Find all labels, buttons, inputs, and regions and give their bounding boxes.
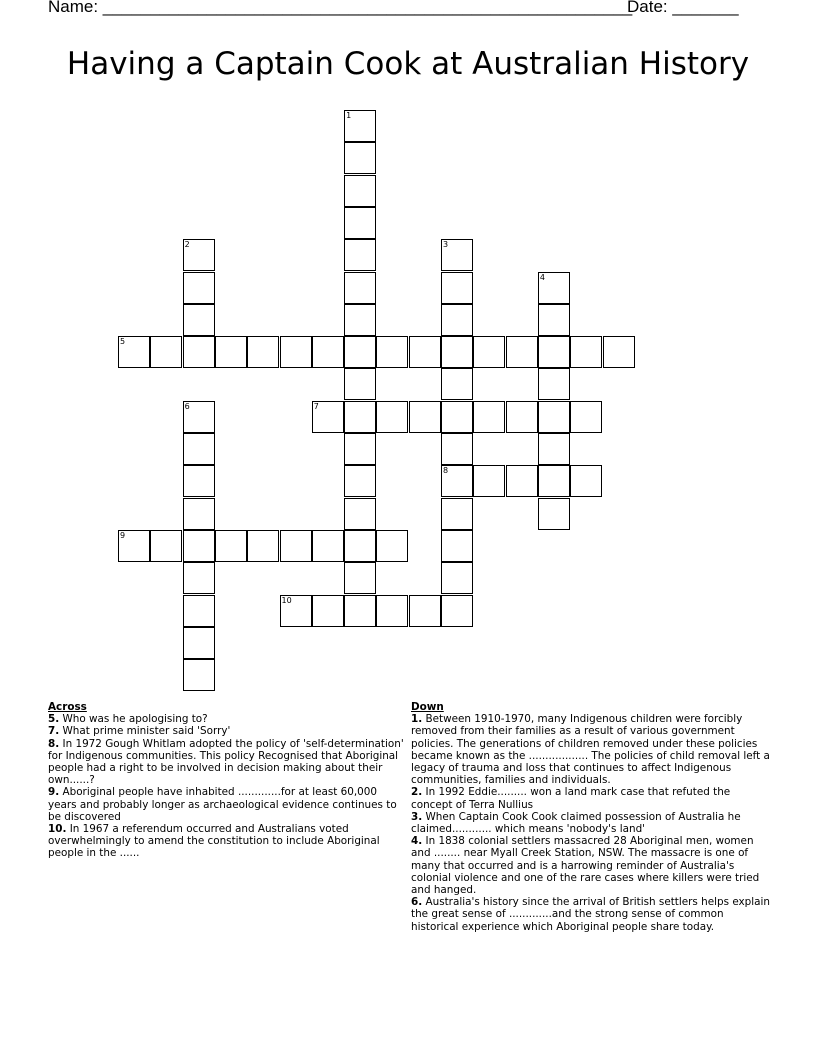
clue-item-number: 9. [48, 786, 60, 799]
crossword-cell[interactable] [312, 530, 344, 562]
crossword-cell[interactable] [570, 465, 602, 497]
clue-item-text: Australia's history since the arrival of British settlers helps explain the great sense of .............and the strong sense of common historical experience which Aboriginal people share today. [411, 896, 770, 933]
crossword-cell[interactable] [344, 239, 376, 271]
crossword-cell[interactable] [538, 336, 570, 368]
crossword-cell[interactable] [247, 336, 279, 368]
crossword-cell[interactable] [183, 239, 215, 271]
crossword-cell[interactable] [473, 401, 505, 433]
crossword-cell[interactable] [441, 239, 473, 271]
clue-number: 4 [539, 272, 545, 282]
crossword-cell[interactable] [344, 272, 376, 304]
clue-item-text: Between 1910-1970, many Indigenous children were forcibly removed from their families as a result of various government policies. The generations of children removed under these policies became known as the .................. The policies of child removal left a legacy of trauma and loss that continues to affect Indigenous communities, families and individuals. [411, 713, 770, 787]
clue-item-number: 1. [411, 713, 423, 726]
crossword-cell[interactable] [183, 336, 215, 368]
crossword-cell[interactable] [441, 530, 473, 562]
crossword-cell[interactable] [183, 272, 215, 304]
clue-number: 10 [281, 595, 292, 605]
clue-item [411, 713, 771, 786]
crossword-cell[interactable] [441, 433, 473, 465]
crossword-cell[interactable] [215, 530, 247, 562]
crossword-cell[interactable] [538, 304, 570, 336]
clue-item [411, 896, 771, 933]
crossword-cell[interactable] [441, 272, 473, 304]
clue-item [48, 786, 404, 823]
crossword-cell[interactable] [570, 401, 602, 433]
clue-item [48, 713, 404, 725]
crossword-cell[interactable] [280, 530, 312, 562]
crossword-cell[interactable] [183, 465, 215, 497]
crossword-cell[interactable] [506, 465, 538, 497]
crossword-cell[interactable] [409, 336, 441, 368]
crossword-cell[interactable] [344, 401, 376, 433]
crossword-cell[interactable] [344, 465, 376, 497]
crossword-cell[interactable] [183, 498, 215, 530]
crossword-cell[interactable] [538, 433, 570, 465]
clue-item-number: 10. [48, 823, 67, 836]
crossword-cell[interactable] [441, 336, 473, 368]
clue-item-number: 3. [411, 810, 423, 823]
crossword-cell[interactable] [538, 498, 570, 530]
crossword-cell[interactable] [215, 336, 247, 368]
clue-number: 3 [443, 240, 449, 250]
crossword-cell[interactable] [344, 110, 376, 142]
crossword-cell[interactable] [344, 207, 376, 239]
crossword-cell[interactable] [538, 465, 570, 497]
crossword-cell[interactable] [538, 368, 570, 400]
crossword-cell[interactable] [118, 336, 150, 368]
crossword-cell[interactable] [183, 562, 215, 594]
down-clues [411, 701, 771, 933]
clue-item-number: 8. [48, 737, 60, 750]
clue-number: 6 [184, 401, 190, 411]
crossword-cell[interactable] [441, 465, 473, 497]
crossword-cell[interactable] [183, 433, 215, 465]
crossword-cell[interactable] [247, 530, 279, 562]
crossword-cell[interactable] [312, 336, 344, 368]
crossword-cell[interactable] [376, 401, 408, 433]
crossword-cell[interactable] [344, 142, 376, 174]
clue-number: 2 [184, 240, 190, 250]
crossword-cell[interactable] [183, 627, 215, 659]
crossword-cell[interactable] [538, 272, 570, 304]
clue-item [48, 738, 404, 787]
crossword-cell[interactable] [150, 530, 182, 562]
crossword-cell[interactable] [441, 498, 473, 530]
crossword-cell[interactable] [344, 433, 376, 465]
clue-number: 1 [346, 111, 352, 120]
clue-item-text: In 1992 Eddie......... won a land mark case that refuted the concept of Terra Nullius [411, 786, 731, 811]
crossword-cell[interactable] [441, 401, 473, 433]
crossword-cell[interactable] [473, 465, 505, 497]
crossword-cell[interactable] [183, 595, 215, 627]
clue-number: 8 [443, 466, 449, 476]
crossword-cell[interactable] [312, 401, 344, 433]
crossword-cell[interactable] [118, 530, 150, 562]
crossword-cell[interactable] [344, 562, 376, 594]
clue-item-number: 6. [411, 896, 423, 909]
crossword-cell[interactable] [344, 304, 376, 336]
crossword-cell[interactable] [344, 368, 376, 400]
clue-item-number: 5. [48, 713, 60, 726]
clue-item-text: When Captain Cook Cook claimed possession of Australia he claimed............ which means 'nobody's land' [411, 810, 741, 836]
crossword-cell[interactable] [344, 175, 376, 207]
clue-item-text: In 1972 Gough Whitlam adopted the policy of 'self-determination' for Indigenous communities. This policy Recognised that Aboriginal people had a right to be involved in decision making about their own......? [48, 737, 404, 787]
clue-item [48, 725, 404, 737]
crossword-cell[interactable] [409, 595, 441, 627]
clue-item-text: Aboriginal people have inhabited .............for at least 60,000 years and probably longer as archaeological evidence continues to be discovered [48, 786, 397, 823]
page-title: Having a Captain Cook at Australian History [66, 46, 750, 82]
name-field[interactable]: Name: ________________________________________________________ [48, 0, 633, 16]
crossword-cell[interactable] [183, 530, 215, 562]
crossword-cell[interactable] [506, 401, 538, 433]
across-heading: Across [48, 701, 87, 713]
crossword-cell[interactable] [183, 401, 215, 433]
crossword-cell[interactable] [344, 336, 376, 368]
crossword-cell[interactable] [441, 595, 473, 627]
crossword-cell[interactable] [280, 336, 312, 368]
clue-item-number: 2. [411, 786, 423, 799]
crossword-cell[interactable] [344, 595, 376, 627]
clue-number: 7 [313, 401, 319, 411]
clue-item-text: What prime minister said 'Sorry' [62, 725, 231, 738]
clue-item-number: 7. [48, 725, 60, 738]
crossword-cell[interactable] [409, 401, 441, 433]
clue-item [411, 786, 771, 810]
down-heading: Down [411, 701, 444, 713]
crossword-cell[interactable] [473, 336, 505, 368]
crossword-cell[interactable] [570, 336, 602, 368]
clue-item [411, 835, 771, 896]
crossword-cell[interactable] [312, 595, 344, 627]
crossword-cell[interactable] [506, 336, 538, 368]
date-field[interactable]: Date: _______ [627, 0, 739, 16]
clue-item [48, 823, 404, 860]
crossword-cell[interactable] [376, 336, 408, 368]
across-clues [48, 701, 404, 860]
crossword-cell[interactable] [183, 659, 215, 691]
crossword-cell[interactable] [441, 304, 473, 336]
crossword-cell[interactable] [376, 595, 408, 627]
clue-item [411, 811, 771, 835]
crossword-cell[interactable] [441, 562, 473, 594]
crossword-cell[interactable] [344, 498, 376, 530]
crossword-cell[interactable] [183, 304, 215, 336]
crossword-cell[interactable] [280, 595, 312, 627]
crossword-cell[interactable] [376, 530, 408, 562]
crossword-cell[interactable] [150, 336, 182, 368]
clue-item-text: In 1967 a referendum occurred and Australians voted overwhelmingly to amend the constitution to include Aboriginal people in the ...... [48, 823, 380, 860]
clue-number: 5 [120, 337, 126, 347]
crossword-cell[interactable] [538, 401, 570, 433]
clue-item-text: Who was he apologising to? [62, 713, 208, 726]
clue-item-text: In 1838 colonial settlers massacred 28 Aboriginal men, women and ........ near Myall Creek Station, NSW. The massacre is one of many that occurred and is a harrowing reminder of Australia's colonial violence and one of the rare cases where killers were tried and hanged. [411, 835, 760, 897]
crossword-cell[interactable] [344, 530, 376, 562]
clue-item-number: 4. [411, 835, 423, 848]
crossword-cell[interactable] [603, 336, 635, 368]
clue-number: 9 [120, 530, 126, 540]
crossword-cell[interactable] [441, 368, 473, 400]
